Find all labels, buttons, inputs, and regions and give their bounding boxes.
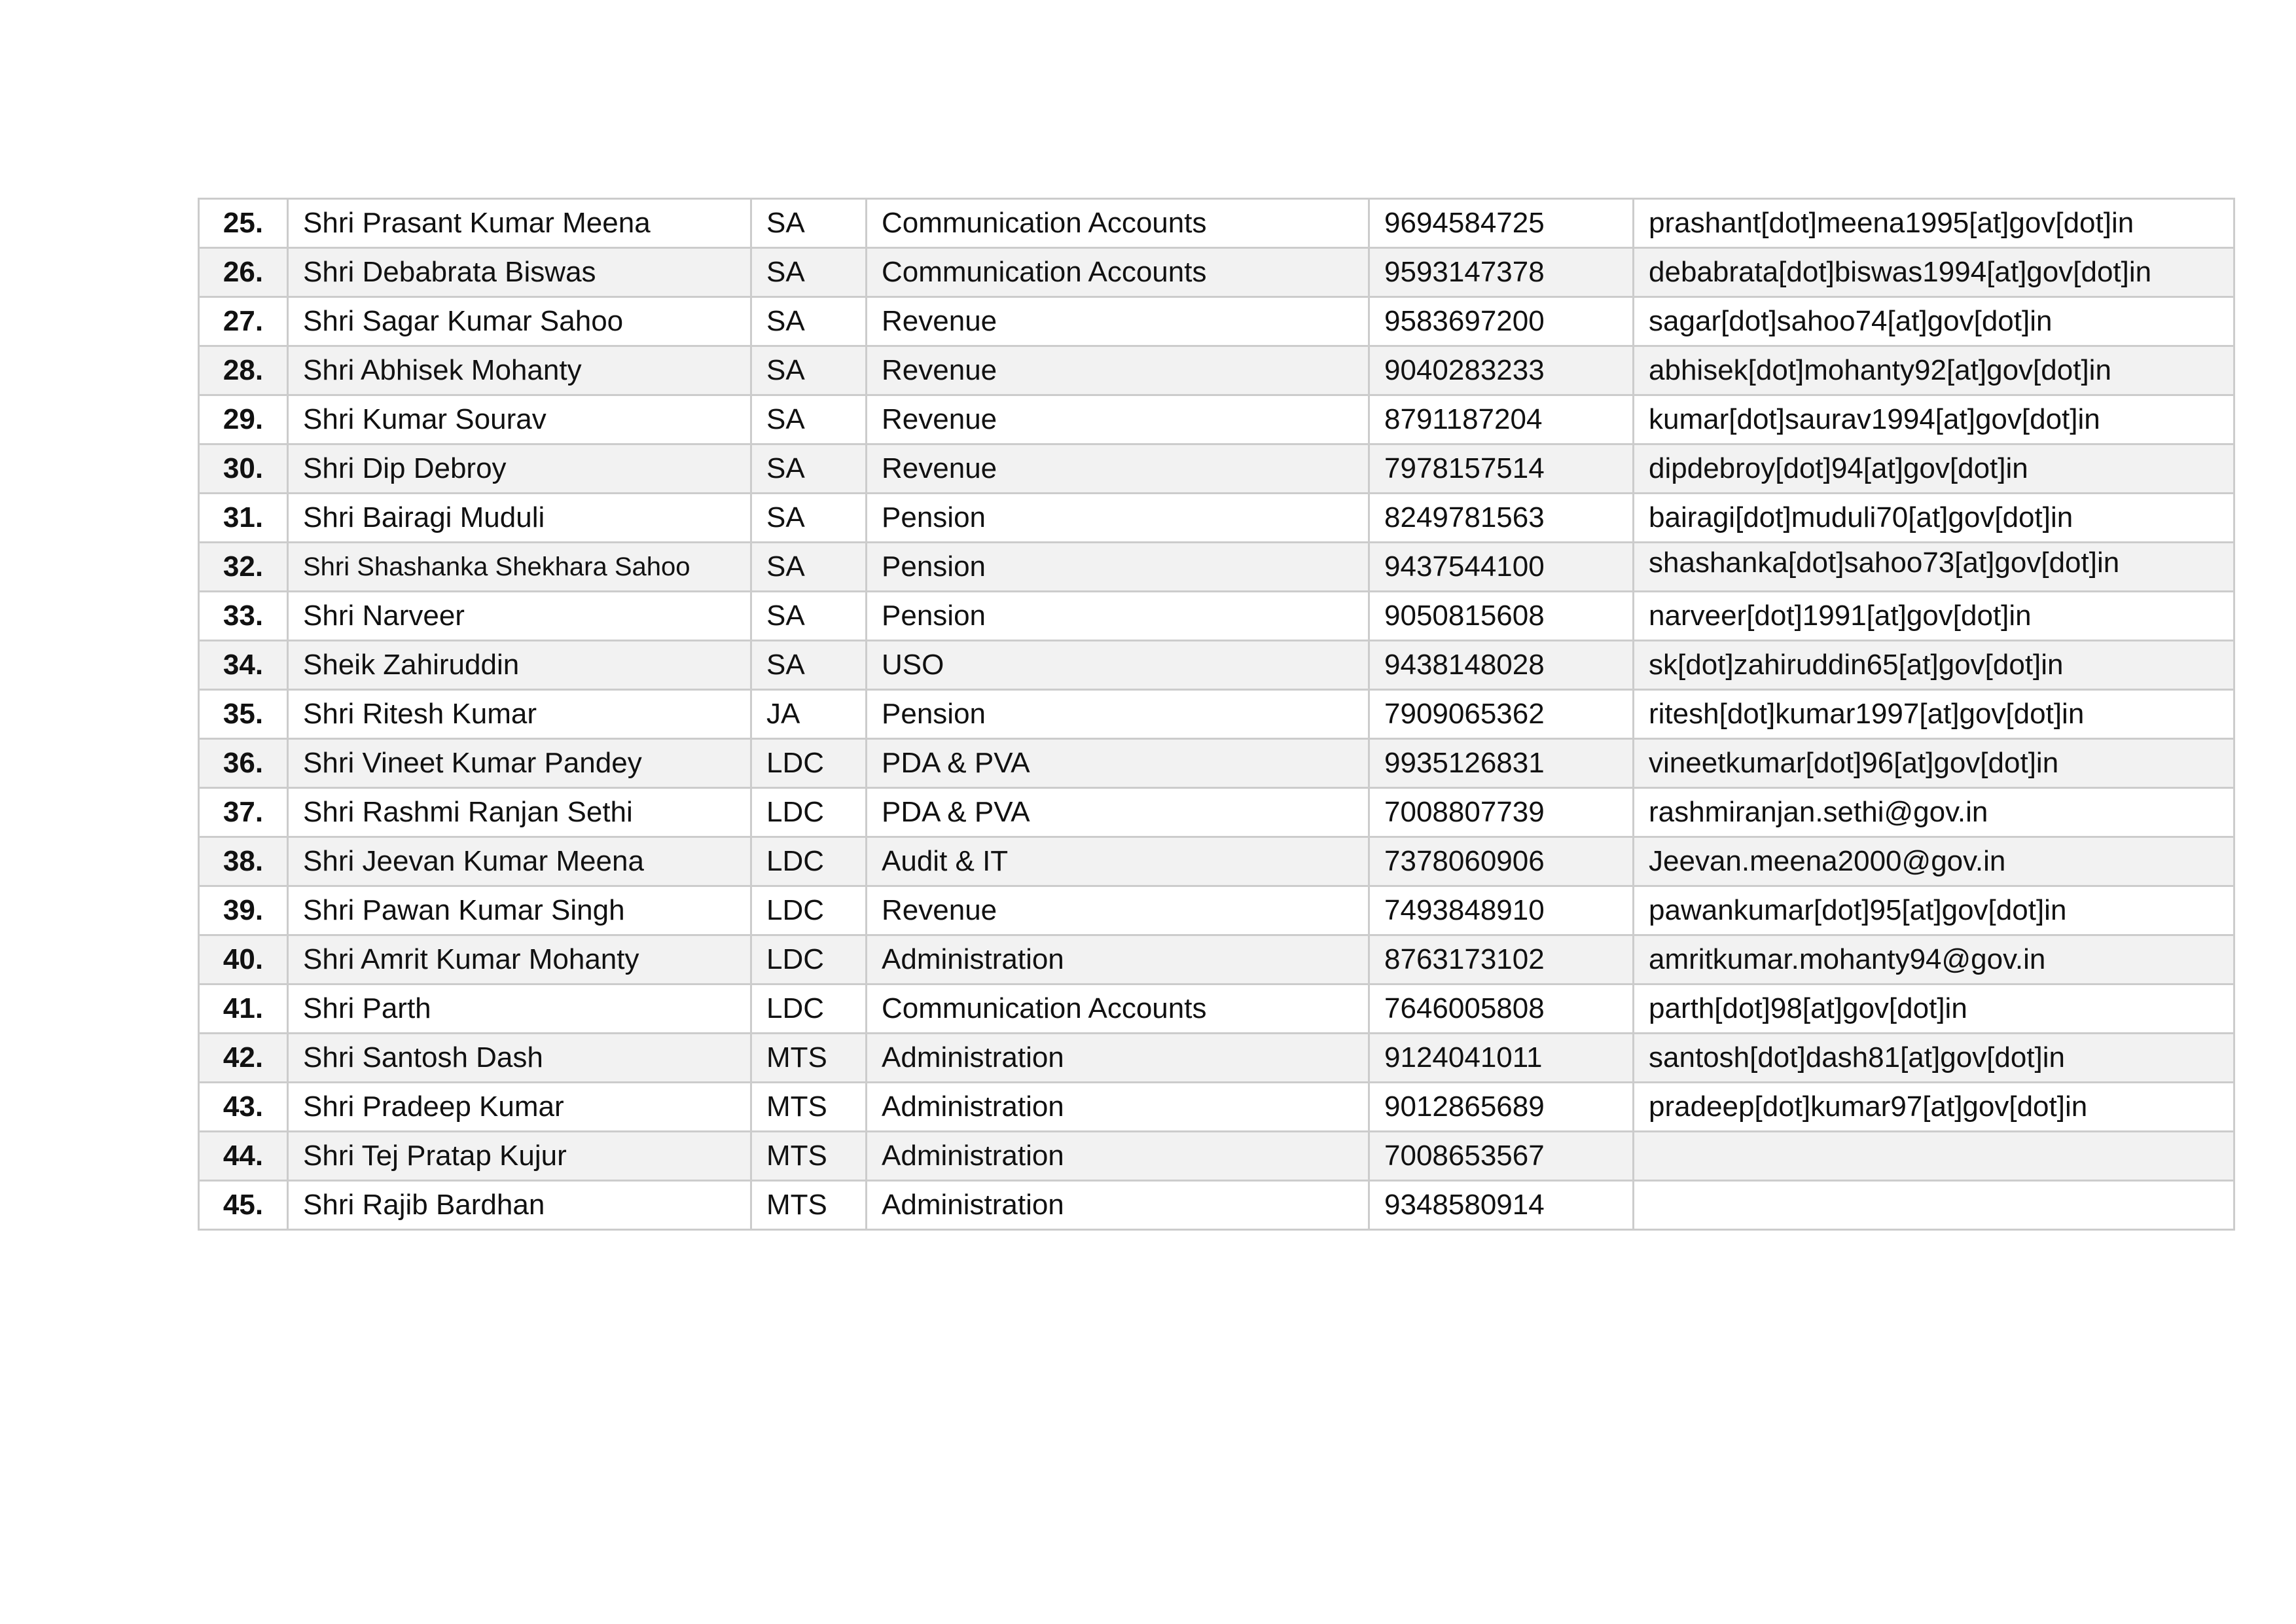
designation-cell: SA [751, 297, 867, 346]
table-row [199, 199, 2234, 248]
designation-cell: SA [751, 346, 867, 395]
name-cell: Shri Pradeep Kumar [288, 1083, 751, 1132]
table-row [199, 297, 2234, 346]
section-cell: Administration [867, 935, 1369, 984]
serial-number-cell: 31. [199, 494, 288, 543]
email-cell: parth[dot]98[at]gov[dot]in [1634, 984, 2234, 1034]
table-row [199, 1181, 2234, 1230]
phone-cell: 7646005808 [1369, 984, 1634, 1034]
section-cell: Pension [867, 690, 1369, 739]
serial-number-cell: 43. [199, 1083, 288, 1132]
designation-cell: JA [751, 690, 867, 739]
table-row [199, 690, 2234, 739]
designation-cell: LDC [751, 837, 867, 886]
table-row [199, 886, 2234, 935]
name-cell: Shri Amrit Kumar Mohanty [288, 935, 751, 984]
name-cell: Shri Debabrata Biswas [288, 248, 751, 297]
email-cell [1634, 1181, 2234, 1230]
table-row [199, 1132, 2234, 1181]
table-row [199, 494, 2234, 543]
section-cell: Revenue [867, 444, 1369, 494]
email-cell: kumar[dot]saurav1994[at]gov[dot]in [1634, 395, 2234, 444]
section-cell: Revenue [867, 395, 1369, 444]
section-cell: Administration [867, 1132, 1369, 1181]
phone-cell: 9348580914 [1369, 1181, 1634, 1230]
email-cell: sagar[dot]sahoo74[at]gov[dot]in [1634, 297, 2234, 346]
email-cell [1634, 1132, 2234, 1181]
name-cell: Shri Sagar Kumar Sahoo [288, 297, 751, 346]
designation-cell: SA [751, 395, 867, 444]
table-row [199, 346, 2234, 395]
name-cell: Shri Parth [288, 984, 751, 1034]
section-cell: Administration [867, 1083, 1369, 1132]
email-cell: prashant[dot]meena1995[at]gov[dot]in [1634, 199, 2234, 248]
name-cell: Shri Rashmi Ranjan Sethi [288, 788, 751, 837]
serial-number-cell: 44. [199, 1132, 288, 1181]
section-cell: Pension [867, 543, 1369, 592]
email-cell: abhisek[dot]mohanty92[at]gov[dot]in [1634, 346, 2234, 395]
designation-cell: LDC [751, 739, 867, 788]
email-cell: shashanka[dot]sahoo73[at]gov[dot]in [1634, 543, 2234, 592]
name-cell: Shri Ritesh Kumar [288, 690, 751, 739]
table-row [199, 641, 2234, 690]
serial-number-cell: 34. [199, 641, 288, 690]
designation-cell: LDC [751, 886, 867, 935]
table-row [199, 935, 2234, 984]
name-cell: Shri Rajib Bardhan [288, 1181, 751, 1230]
designation-cell: MTS [751, 1132, 867, 1181]
section-cell: Administration [867, 1181, 1369, 1230]
email-cell: Jeevan.meena2000@gov.in [1634, 837, 2234, 886]
phone-cell: 7909065362 [1369, 690, 1634, 739]
phone-cell: 8791187204 [1369, 395, 1634, 444]
phone-cell: 8249781563 [1369, 494, 1634, 543]
table-row [199, 444, 2234, 494]
designation-cell: SA [751, 641, 867, 690]
serial-number-cell: 35. [199, 690, 288, 739]
table-row [199, 248, 2234, 297]
section-cell: Communication Accounts [867, 984, 1369, 1034]
table-row [199, 788, 2234, 837]
section-cell: Revenue [867, 297, 1369, 346]
serial-number-cell: 42. [199, 1034, 288, 1083]
serial-number-cell: 28. [199, 346, 288, 395]
serial-number-cell: 37. [199, 788, 288, 837]
serial-number-cell: 30. [199, 444, 288, 494]
name-cell: Shri Bairagi Muduli [288, 494, 751, 543]
serial-number-cell: 26. [199, 248, 288, 297]
designation-cell: SA [751, 248, 867, 297]
phone-cell: 9593147378 [1369, 248, 1634, 297]
phone-cell: 9050815608 [1369, 592, 1634, 641]
name-cell: Shri Pawan Kumar Singh [288, 886, 751, 935]
table-row [199, 543, 2234, 592]
table-row [199, 1034, 2234, 1083]
name-cell: Shri Abhisek Mohanty [288, 346, 751, 395]
section-cell: PDA & PVA [867, 788, 1369, 837]
email-cell: ritesh[dot]kumar1997[at]gov[dot]in [1634, 690, 2234, 739]
designation-cell: MTS [751, 1083, 867, 1132]
section-cell: Audit & IT [867, 837, 1369, 886]
designation-cell: SA [751, 592, 867, 641]
table-body [199, 199, 2234, 1230]
designation-cell: MTS [751, 1034, 867, 1083]
section-cell: Communication Accounts [867, 248, 1369, 297]
staff-contact-table [198, 198, 2235, 1231]
serial-number-cell: 27. [199, 297, 288, 346]
serial-number-cell: 29. [199, 395, 288, 444]
phone-cell: 9124041011 [1369, 1034, 1634, 1083]
table-row [199, 984, 2234, 1034]
phone-cell: 7378060906 [1369, 837, 1634, 886]
table-row [199, 592, 2234, 641]
phone-cell: 9583697200 [1369, 297, 1634, 346]
phone-cell: 9040283233 [1369, 346, 1634, 395]
designation-cell: SA [751, 494, 867, 543]
name-cell: Shri Narveer [288, 592, 751, 641]
email-cell: bairagi[dot]muduli70[at]gov[dot]in [1634, 494, 2234, 543]
designation-cell: SA [751, 543, 867, 592]
email-cell: vineetkumar[dot]96[at]gov[dot]in [1634, 739, 2234, 788]
serial-number-cell: 45. [199, 1181, 288, 1230]
serial-number-cell: 33. [199, 592, 288, 641]
email-cell: amritkumar.mohanty94@gov.in [1634, 935, 2234, 984]
phone-cell: 9438148028 [1369, 641, 1634, 690]
phone-cell: 9935126831 [1369, 739, 1634, 788]
section-cell: Revenue [867, 346, 1369, 395]
email-cell: debabrata[dot]biswas1994[at]gov[dot]in [1634, 248, 2234, 297]
section-cell: Pension [867, 592, 1369, 641]
designation-cell: LDC [751, 984, 867, 1034]
serial-number-cell: 38. [199, 837, 288, 886]
name-cell: Shri Kumar Sourav [288, 395, 751, 444]
designation-cell: SA [751, 444, 867, 494]
name-cell: Shri Tej Pratap Kujur [288, 1132, 751, 1181]
section-cell: Revenue [867, 886, 1369, 935]
table-row [199, 395, 2234, 444]
name-cell: Sheik Zahiruddin [288, 641, 751, 690]
email-cell: santosh[dot]dash81[at]gov[dot]in [1634, 1034, 2234, 1083]
section-cell: Administration [867, 1034, 1369, 1083]
serial-number-cell: 41. [199, 984, 288, 1034]
designation-cell: LDC [751, 935, 867, 984]
table-row [199, 1083, 2234, 1132]
name-cell: Shri Jeevan Kumar Meena [288, 837, 751, 886]
phone-cell: 7008807739 [1369, 788, 1634, 837]
serial-number-cell: 32. [199, 543, 288, 592]
name-cell: Shri Shashanka Shekhara Sahoo [288, 543, 751, 592]
phone-cell: 9437544100 [1369, 543, 1634, 592]
table-row [199, 837, 2234, 886]
name-cell: Shri Vineet Kumar Pandey [288, 739, 751, 788]
section-cell: PDA & PVA [867, 739, 1369, 788]
section-cell: USO [867, 641, 1369, 690]
phone-cell: 8763173102 [1369, 935, 1634, 984]
serial-number-cell: 39. [199, 886, 288, 935]
phone-cell: 9012865689 [1369, 1083, 1634, 1132]
phone-cell: 7493848910 [1369, 886, 1634, 935]
section-cell: Communication Accounts [867, 199, 1369, 248]
phone-cell: 7008653567 [1369, 1132, 1634, 1181]
section-cell: Pension [867, 494, 1369, 543]
email-cell: dipdebroy[dot]94[at]gov[dot]in [1634, 444, 2234, 494]
email-cell: rashmiranjan.sethi@gov.in [1634, 788, 2234, 837]
phone-cell: 7978157514 [1369, 444, 1634, 494]
name-cell: Shri Prasant Kumar Meena [288, 199, 751, 248]
email-cell: sk[dot]zahiruddin65[at]gov[dot]in [1634, 641, 2234, 690]
email-cell: pawankumar[dot]95[at]gov[dot]in [1634, 886, 2234, 935]
phone-cell: 9694584725 [1369, 199, 1634, 248]
email-cell: narveer[dot]1991[at]gov[dot]in [1634, 592, 2234, 641]
serial-number-cell: 40. [199, 935, 288, 984]
designation-cell: MTS [751, 1181, 867, 1230]
serial-number-cell: 36. [199, 739, 288, 788]
designation-cell: SA [751, 199, 867, 248]
designation-cell: LDC [751, 788, 867, 837]
name-cell: Shri Dip Debroy [288, 444, 751, 494]
serial-number-cell: 25. [199, 199, 288, 248]
table-row [199, 739, 2234, 788]
email-cell: pradeep[dot]kumar97[at]gov[dot]in [1634, 1083, 2234, 1132]
name-cell: Shri Santosh Dash [288, 1034, 751, 1083]
